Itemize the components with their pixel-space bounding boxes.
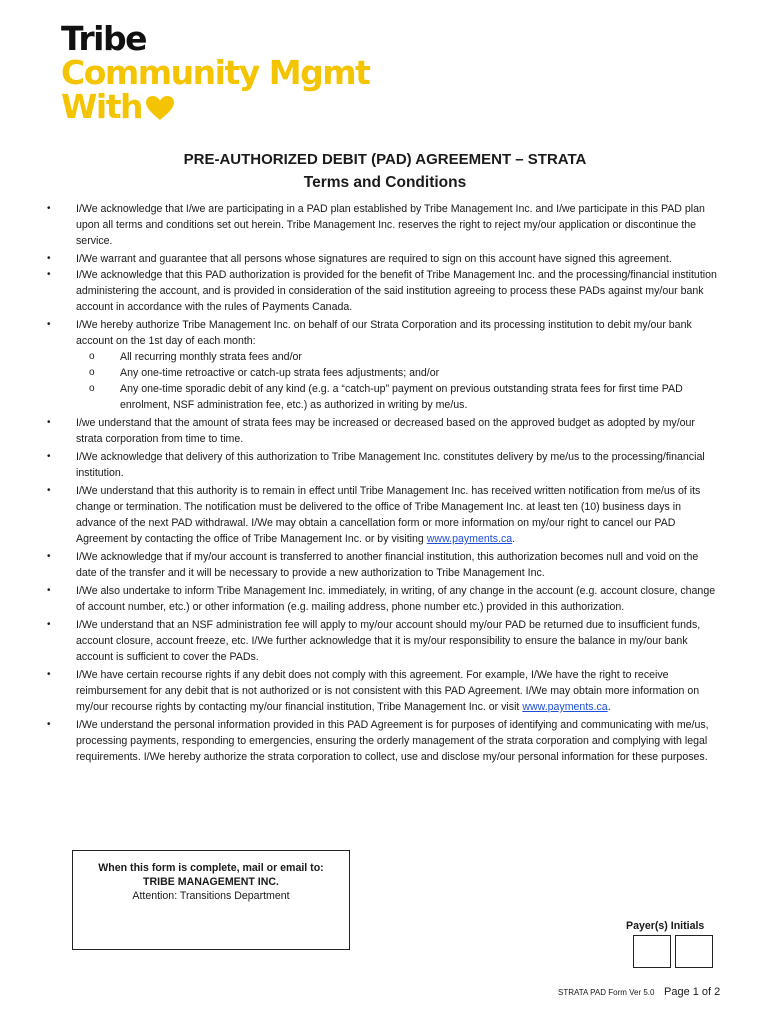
- mail-company: TRIBE MANAGEMENT INC.: [143, 876, 279, 888]
- debit-sublist: [76, 349, 720, 413]
- payments-canada-link[interactable]: www.payments.ca: [426, 533, 513, 545]
- sub-item: o All recurring monthly strata fees and/or: [120, 349, 720, 365]
- logo-with-text: With: [61, 87, 142, 126]
- terms-list: [40, 201, 720, 767]
- mailing-instructions-box: [72, 850, 350, 950]
- page-subtitle: Terms and Conditions: [303, 174, 467, 191]
- logo-line-tribe: Tribe: [61, 19, 146, 58]
- term-item: • I/We acknowledge that I/we are participating in a PAD plan established by Tribe Management Inc. and I/we participate in this PAD plan upon all terms and conditions set out herein. Tribe Management Inc. reserves the right to reject my/our application or discontinue the service.: [40, 201, 720, 249]
- term-item: [40, 483, 720, 547]
- term-item: • I/We warrant and guarantee that all persons whose signatures are required to sign on this account have signed this agreement.: [40, 251, 720, 267]
- sub-item: o Any one-time retroactive or catch-up strata fees adjustments; and/or: [120, 365, 720, 381]
- term-item: • I/We understand the personal information provided in this PAD Agreement is for purposes of identifying and communicating with me/us, processing payments, responding to emergencies, ensuring the orderly management of the strata corporation and complying with legal requirements. I/We hereby authorize the strata corporation to collect, use and disclose my/our personal information for these purposes.: [40, 717, 720, 765]
- payments-canada-link[interactable]: www.payments.ca: [522, 701, 608, 713]
- payer-initials-box-2[interactable]: [675, 935, 713, 968]
- sub-item: o Any one-time sporadic debit of any kind (e.g. a “catch-up” payment on previous outstanding strata fees for first time PAD enrolment, NSF administration fee, etc.) as authorized in writing by me/us.: [120, 381, 720, 413]
- payer-initials-box-1[interactable]: [633, 935, 671, 968]
- term-end: .: [607, 701, 611, 713]
- logo-line-community: Community Mgmt: [61, 53, 370, 92]
- term-text: I/We hereby authorize Tribe Management Inc. on behalf of our Strata Corporation and its processing institution to debit my/our bank account on the 1st day of each month:: [76, 319, 692, 347]
- term-item: • I/We acknowledge that delivery of this authorization to Tribe Management Inc. constitutes delivery by me/us to the processing/financial institution.: [40, 449, 720, 481]
- term-item: • I/We acknowledge that this PAD authorization is provided for the benefit of Tribe Management Inc. and the processing/financial institution administering the account, and is provided in consideration of the said institution agreeing to process these PADs against my/our bank account in accordance with the rules of Payments Canada.: [40, 267, 720, 315]
- term-item: [40, 667, 720, 715]
- term-item: [40, 317, 720, 413]
- mail-instruction: When this form is complete, mail or email to:: [98, 862, 324, 874]
- company-logo: [61, 19, 370, 126]
- heart-icon: [145, 95, 175, 121]
- page-number: Page 1 of 2: [664, 986, 721, 998]
- term-text: I/We have certain recourse rights if any debit does not comply with this agreement. For example, I/We have the right to receive reimbursement for any debit that is not authorized or is not consistent with this PAD Agreement. I/We may obtain more information on my/our recourse rights by contacting my/our financial institution, Tribe Management Inc. or visit: [76, 669, 700, 713]
- term-item: • I/We acknowledge that if my/our account is transferred to another financial institution, this authorization becomes null and void on the date of the transfer and it will be necessary to provide a new authorization to Tribe Management Inc.: [40, 549, 720, 581]
- term-item: • I/We also undertake to inform Tribe Management Inc. immediately, in writing, of any change in the account (e.g. account closure, change of account number, etc.) or other information (e.g. mailing address, phone number etc.) provided in this authorization.: [40, 583, 720, 615]
- term-end: .: [512, 533, 516, 545]
- mail-attention: Attention: Transitions Department: [132, 890, 290, 902]
- page-title: PRE-AUTHORIZED DEBIT (PAD) AGREEMENT – STRATA: [183, 151, 587, 168]
- term-item: • I/we understand that the amount of strata fees may be increased or decreased based on the approved budget as adopted by my/our strata corporation from time to time.: [40, 415, 720, 447]
- payer-initials-label: Payer(s) Initials: [626, 920, 705, 932]
- logo-line-with: [61, 87, 369, 126]
- term-text: I/We understand that this authority is to remain in effect until Tribe Management Inc. has received written notification from me/us of its change or termination. The notification must be delivered to the office of Tribe Management Inc. at least ten (10) business days in advance of the next PAD withdrawal. I/We may obtain a cancellation form or more information on my/our right to cancel our PAD Agreement by contacting the office of Tribe Management Inc. or by visiting: [76, 485, 701, 545]
- term-item: • I/We understand that an NSF administration fee will apply to my/our account should my/our PAD be returned due to insufficient funds, account closure, account freeze, etc. I/We further acknowledge that it is my/our responsibility to ensure the balance in my/our bank account is sufficient to cover the PADs.: [40, 617, 720, 665]
- form-version: STRATA PAD Form Ver 5.0: [558, 988, 655, 997]
